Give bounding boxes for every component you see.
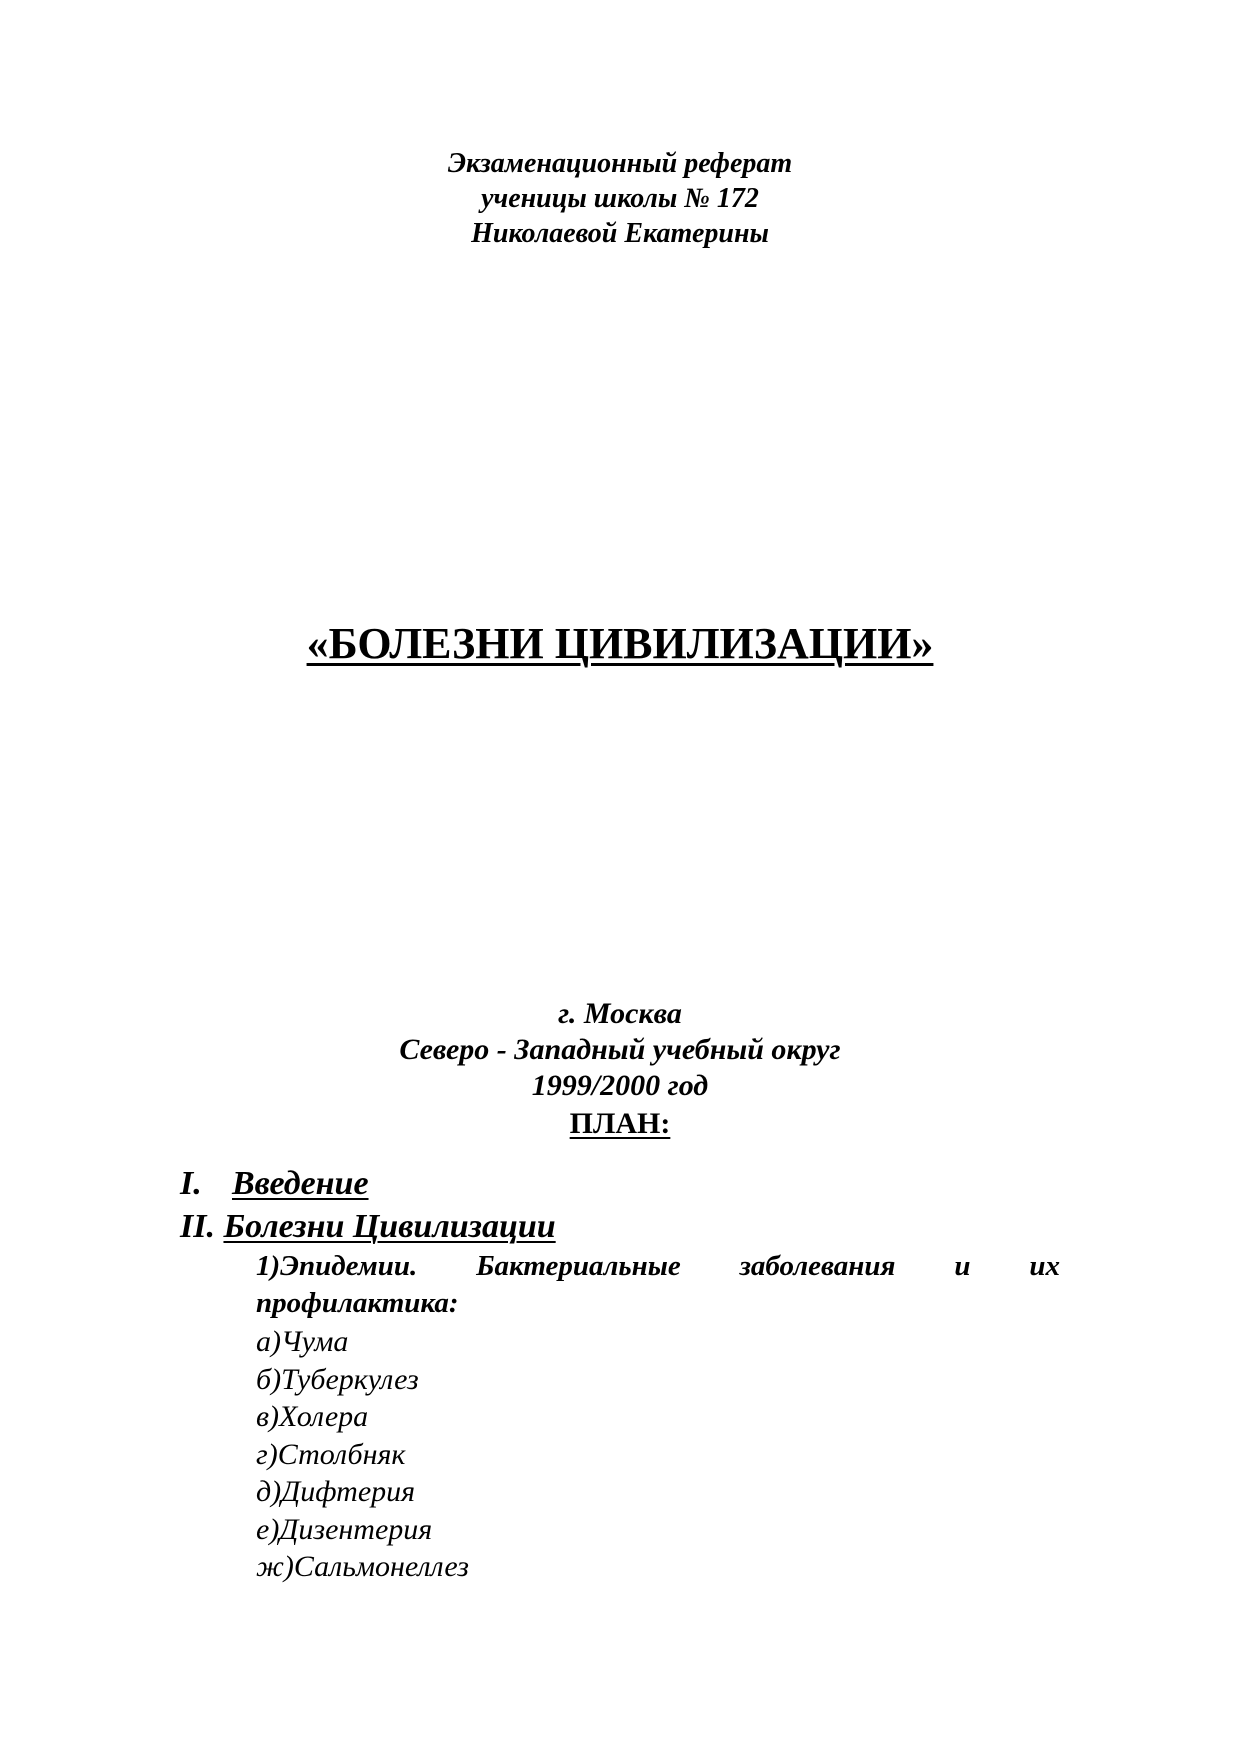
plan-heading: ПЛАН: (569, 1107, 671, 1140)
toc-section-number: I. (180, 1165, 202, 1202)
toc-section-label: Введение (232, 1165, 369, 1202)
toc-section-label: Болезни Цивилизации (223, 1208, 556, 1245)
toc-section-diseases (180, 1205, 1060, 1248)
footer-line-district: Северо - Западный учебный округ (399, 1033, 841, 1066)
place-date-block (0, 996, 1240, 1104)
header-line-essay-type: Экзаменационный реферат (447, 148, 793, 179)
list-item: е)Дизентерия (256, 1512, 433, 1546)
header-line-school: ученицы школы № 172 (481, 183, 759, 214)
table-of-contents (180, 1162, 1060, 1586)
document-title: «БОЛЕЗНИ ЦИВИЛИЗАЦИИ» (306, 619, 934, 668)
list-item: ж)Сальмонеллез (256, 1550, 469, 1583)
author-header (0, 146, 1240, 251)
disease-list (256, 1323, 1060, 1586)
footer-line-year: 1999/2000 год (531, 1069, 709, 1102)
list-item: д)Дифтерия (256, 1475, 416, 1508)
list-item: б)Туберкулез (256, 1362, 419, 1396)
subsection-heading: 1)Эпидемии. Бактериальные заболевания и их профилактика: (256, 1250, 1060, 1319)
toc-section-number: II. (180, 1208, 215, 1245)
list-item: а)Чума (256, 1325, 349, 1358)
toc-subsection-epidemics (256, 1248, 1060, 1586)
header-line-author: Николаевой Екатерины (471, 218, 769, 249)
footer-line-city: г. Москва (558, 997, 682, 1030)
toc-section-introduction (180, 1162, 1060, 1205)
list-item: г)Столбняк (256, 1437, 406, 1471)
list-item: в)Холера (256, 1400, 369, 1433)
